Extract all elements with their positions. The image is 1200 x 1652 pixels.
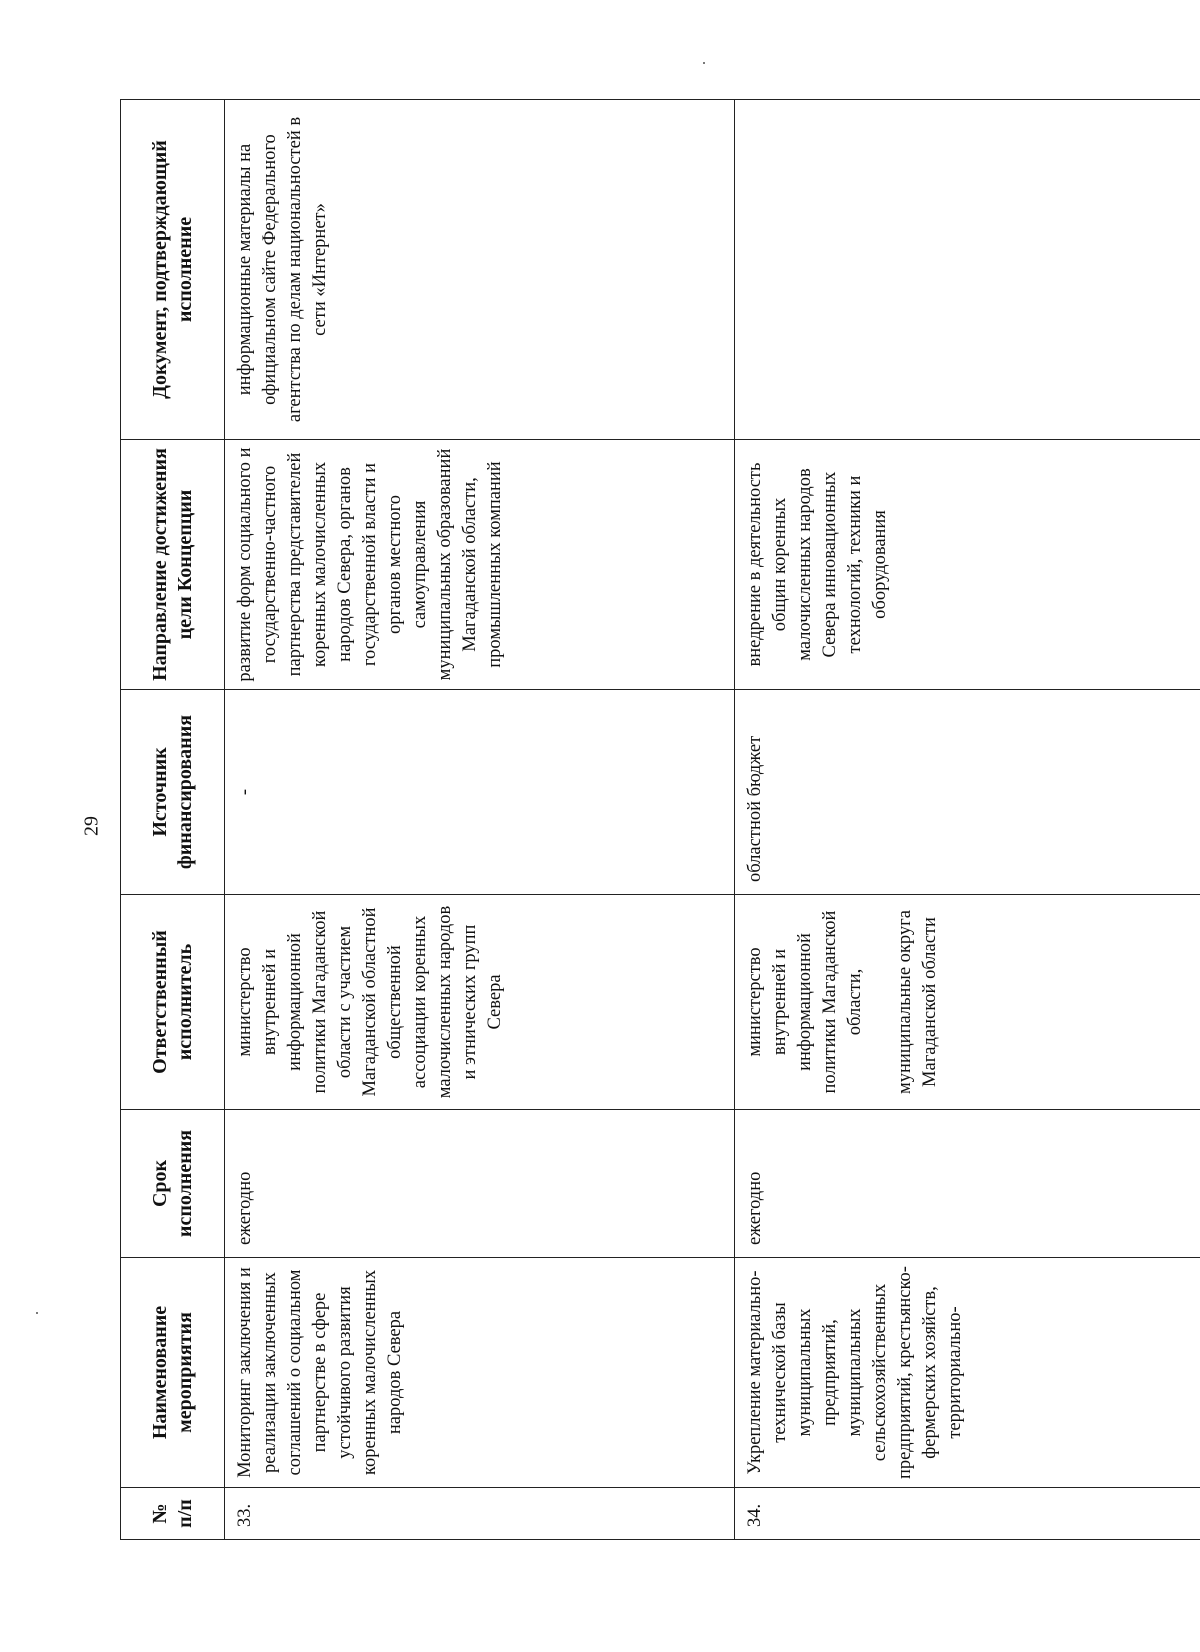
scan-speck [703,62,705,64]
cell-term: ежегодно [225,1110,735,1258]
cell-executor: министерство внутренней и информационной политики Магаданской области с участием Магаданской областной общественной ассоциации коренных малочисленных народов и этнических групп Севера [225,895,735,1110]
cell-direction: внедрение в деятельность общин коренных малочисленных народов Севера инновационных технологий, техники и оборудования [735,440,1200,690]
cell-num: 34. [735,1488,1200,1540]
table-header-row [121,100,225,1540]
cell-document [735,100,1200,440]
header-document: Документ, подтверждающий исполнение [121,100,225,440]
header-term: Срок исполнения [121,1110,225,1258]
cell-term: ежегодно [735,1110,1200,1258]
table-row [225,100,735,1540]
measures-table-rotated [120,100,1200,1540]
scan-speck [36,1312,38,1314]
cell-name: Укрепление материально-технической базы муниципальных предприятий, муниципальных сельскохозяйственных предприятий, крестьянско-фермерских хозяйств, территориально- [735,1258,1200,1488]
table-row [735,100,1200,1540]
cell-direction: развитие форм социального и государственно-частного партнерства представителей коренных малочисленных народов Севера, органов государственной власти и органов местного самоуправления муниципальных образований Магаданской области, промышленных компаний [225,440,735,690]
cell-source: - [225,690,735,895]
cell-num: 33. [225,1488,735,1540]
measures-table [120,99,1200,1540]
header-executor: Ответственный исполнитель [121,895,225,1110]
cell-document: информационные материалы на официальном сайте Федерального агентства по делам национальностей в сети «Интернет» [225,100,735,440]
executor-extra-text: муниципальные округа Магаданской области [895,910,940,1094]
header-num: № п/п [121,1488,225,1540]
executor-text: министерство внутренней и информационной политики Магаданской области, [745,910,865,1094]
cell-source: областной бюджет [735,690,1200,895]
page-number: 29 [80,816,103,836]
header-name: Наименование мероприятия [121,1258,225,1488]
cell-name: Мониторинг заключения и реализации заключенных соглашений о социальном партнерстве в сфере устойчивого развития коренных малочисленных народов Севера [225,1258,735,1488]
header-source: Источник финансирования [121,690,225,895]
cell-executor [735,895,1200,1110]
header-direction: Направление достижения цели Концепции [121,440,225,690]
